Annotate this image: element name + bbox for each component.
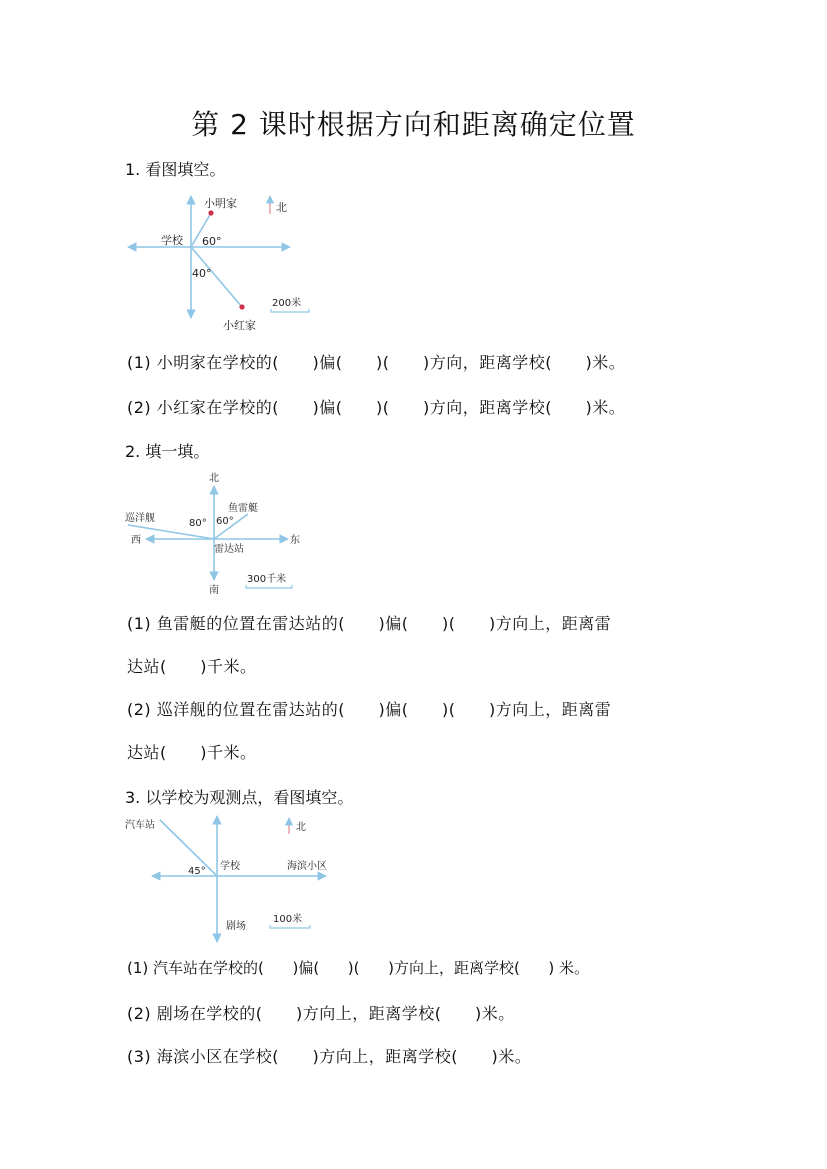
label-angle-80: 80° xyxy=(189,518,207,529)
q1-1: (1) 小明家在学校的( )偏( )( )方向，距离学校( )米。 xyxy=(127,353,626,372)
label-scale: 100米 xyxy=(273,914,303,925)
label-west: 西 xyxy=(131,535,141,546)
section-1-heading: 1. 看图填空。 xyxy=(125,160,226,179)
label-xiaohong: 小红家 xyxy=(223,319,256,332)
label-radar: 雷达站 xyxy=(214,544,244,555)
section-2-heading: 2. 填一填。 xyxy=(125,442,210,461)
figure-3-school-diagram xyxy=(120,812,350,947)
q3-1: (1) 汽车站在学校的( )偏( )( )方向上，距离学校( ) 米。 xyxy=(127,959,590,977)
label-north: 北 xyxy=(296,822,306,833)
xiaoming-dot xyxy=(208,210,213,215)
label-bus-station: 汽车站 xyxy=(125,820,155,831)
label-coast: 海滨小区 xyxy=(287,861,327,872)
figure-2-radar-diagram xyxy=(120,468,320,600)
scale-bar xyxy=(270,925,310,928)
xiaohong-dot xyxy=(239,304,244,309)
q3-2: (2) 剧场在学校的( )方向上，距离学校( )米。 xyxy=(127,1004,515,1023)
q1-2: (2) 小红家在学校的( )偏( )( )方向，距离学校( )米。 xyxy=(127,398,626,417)
label-torpedo: 鱼雷艇 xyxy=(228,503,258,514)
q2-1b: 达站( )千米。 xyxy=(127,657,257,676)
label-north: 北 xyxy=(209,473,219,484)
label-south: 南 xyxy=(209,585,219,596)
label-angle-60: 60° xyxy=(216,516,234,527)
q2-1a: (1) 鱼雷艇的位置在雷达站的( )偏( )( )方向上，距离雷 xyxy=(127,614,612,633)
q2-2b: 达站( )千米。 xyxy=(127,743,257,762)
label-school: 学校 xyxy=(220,861,240,872)
figure-1-direction-diagram xyxy=(120,190,320,330)
label-theater: 剧场 xyxy=(226,921,246,932)
label-north: 北 xyxy=(276,201,287,214)
label-xiaoming: 小明家 xyxy=(204,197,237,210)
label-east: 东 xyxy=(290,535,300,546)
section-3-heading: 3. 以学校为观测点，看图填空。 xyxy=(125,788,354,807)
page-title: 第 2 课时根据方向和距离确定位置 xyxy=(191,108,636,141)
label-scale: 200米 xyxy=(272,298,302,309)
scale-bar xyxy=(271,309,309,312)
label-angle-45: 45° xyxy=(188,866,206,877)
label-angle-40: 40° xyxy=(192,267,212,280)
label-angle-60: 60° xyxy=(202,235,222,248)
label-cruiser: 巡洋舰 xyxy=(125,513,155,524)
label-scale: 300千米 xyxy=(247,574,287,585)
q2-2a: (2) 巡洋舰的位置在雷达站的( )偏( )( )方向上，距离雷 xyxy=(127,700,612,719)
label-school: 学校 xyxy=(161,234,183,247)
scale-bar xyxy=(246,585,292,588)
q3-3: (3) 海滨小区在学校( )方向上，距离学校( )米。 xyxy=(127,1047,532,1066)
